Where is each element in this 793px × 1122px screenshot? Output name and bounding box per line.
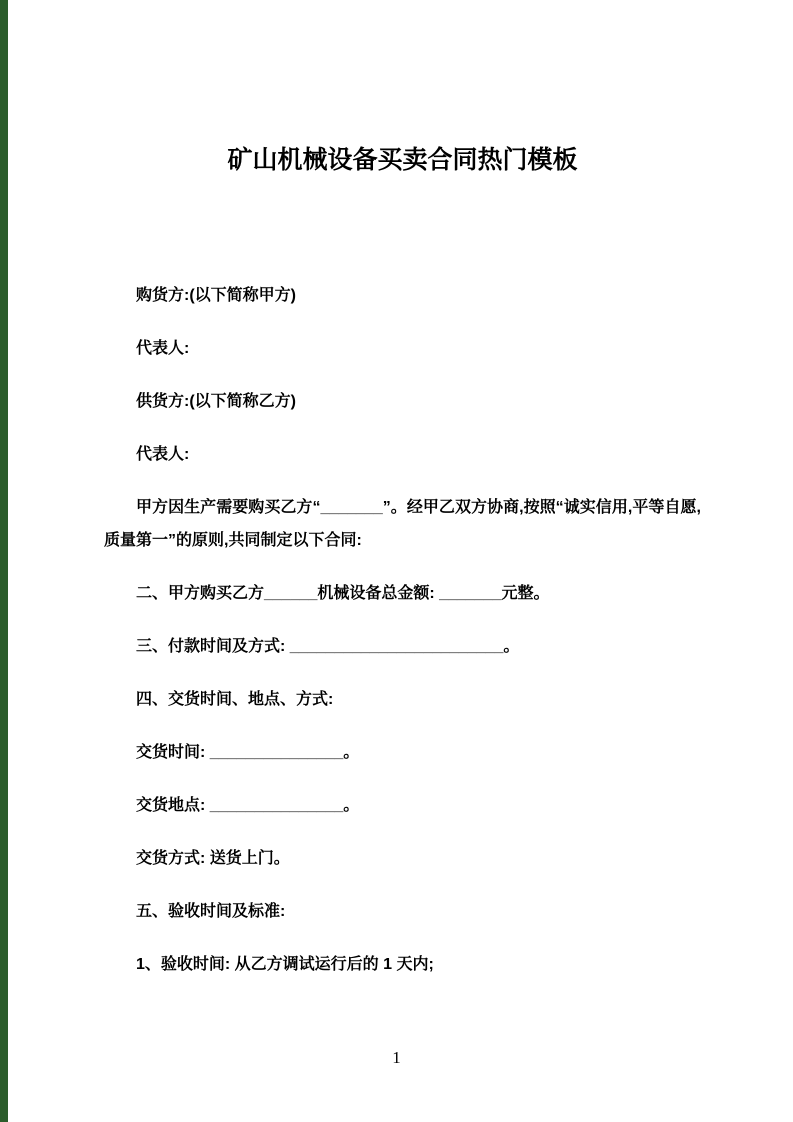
paragraph-buyer: 购货方:(以下简称甲方) xyxy=(136,287,296,304)
paragraph-clause-4-delivery: 四、交货时间、地点、方式: xyxy=(136,691,334,708)
document-title: 矿山机械设备买卖合同热门模板 xyxy=(227,146,578,174)
document-body xyxy=(104,279,701,981)
page-edge-stripe xyxy=(0,0,8,1122)
paragraph-preamble: 甲方因生产需要购买乙方“_______”。经甲乙双方协商,按照“诚实信用,平等自愿,质量第一”的原则,共同制定以下合同: xyxy=(104,499,701,549)
paragraph-clause-5-acceptance: 五、验收时间及标准: xyxy=(136,903,286,920)
paragraph-supplier: 供货方:(以下简称乙方) xyxy=(136,393,296,410)
paragraph-delivery-time: 交货时间: _______________。 xyxy=(136,744,360,761)
paragraph-acceptance-time: 1、验收时间: 从乙方调试运行后的 1 天内; xyxy=(136,956,434,973)
paragraph-delivery-method: 交货方式: 送货上门。 xyxy=(136,850,290,867)
paragraph-buyer-representative: 代表人: xyxy=(136,340,190,357)
page-number: 1 xyxy=(392,1048,401,1067)
paragraph-supplier-representative: 代表人: xyxy=(136,446,190,463)
paragraph-clause-3-payment: 三、付款时间及方式: ________________________。 xyxy=(136,638,520,655)
paragraph-delivery-place: 交货地点: _______________。 xyxy=(136,797,360,814)
paragraph-clause-2-total-amount: 二、甲方购买乙方______机械设备总金额: _______元整。 xyxy=(136,585,550,602)
